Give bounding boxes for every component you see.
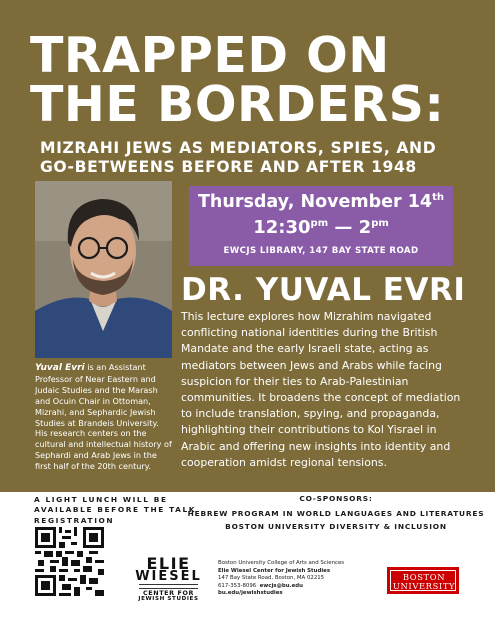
- title-line-1: TRAPPED ON: [30, 27, 390, 84]
- contact-address: 147 Bay State Road, Boston, MA 02215: [218, 575, 325, 581]
- boston-university-logo: [387, 567, 459, 594]
- logo-text-jewish-studies: JEWISH STUDIES: [138, 596, 199, 602]
- subtitle-line-2: GO-BETWEENS BEFORE AND AFTER 1948: [40, 158, 417, 176]
- logo-text-center-for: CENTER FOR: [143, 589, 194, 597]
- speaker-name: DR. YUVAL EVRI: [181, 272, 466, 308]
- cosponsor-item: BOSTON UNIVERSITY DIVERSITY & INCLUSION: [225, 522, 447, 531]
- bio-name: Yuval Evri: [35, 363, 85, 373]
- title-line-2: THE BORDERS:: [30, 76, 445, 133]
- speaker-photo: [35, 181, 172, 358]
- elie-wiesel-center-logo: [131, 554, 206, 602]
- bio-text: is an Assistant Professor of Near Eastern and Judaic Studies and the Marash and Ocuin Chair in Ottoman, Mizrahi, and Sephardic Jewish Studies at Brandeis University. His research centers on the cultural and intellectual history of Sephardi and Arab Jews in the first half of the 20th century.: [35, 362, 172, 472]
- event-time: $12:30^{pm}$ — $2^{pm}$: [253, 217, 389, 238]
- registration-label[interactable]: REGISTRATION: [34, 516, 115, 525]
- logo-text-elie: ELIE: [146, 554, 191, 573]
- speaker-portrait-icon: [35, 181, 172, 358]
- logo-text-wiesel: WIESEL: [135, 569, 202, 584]
- subtitle-line-1: MIZRAHI JEWS AS MEDIATORS, SPIES, AND: [40, 139, 437, 157]
- contact-phone: 617-353-8096: [218, 582, 257, 589]
- contact-website[interactable]: bu.edu/jewishstudies: [218, 590, 283, 596]
- event-date: Thursday, November 14th: [197, 192, 445, 212]
- speaker-bio: [35, 362, 172, 472]
- lecture-description: This lecture explores how Mizrahim navigated conflicting national identities during the British Mandate and the early Israeli state, acting as mediators between Jews and Arabs while facing suspicion for their ties to Arab-Palestinian communities. It broadens the concept of mediation to include translation, spying, and propaganda, highlighting their contributions to Kol Yisrael in Arabic and offering new insights into identity and cooperation amidst regional tensions.: [181, 310, 461, 469]
- contact-phone-email: [218, 583, 378, 591]
- qr-code-icon[interactable]: [35, 527, 104, 596]
- bu-logo-frame: [390, 570, 456, 591]
- contact-info: [218, 560, 378, 598]
- lunch-note-line-1: A LIGHT LUNCH WILL BE: [34, 495, 168, 504]
- contact-center: Elie Wiesel Center for Jewish Studies: [218, 567, 331, 574]
- lunch-note-line-2: AVAILABLE BEFORE THE TALK: [34, 505, 197, 514]
- contact-email[interactable]: ewcjs@bu.edu: [259, 582, 304, 589]
- bu-logo-line-1: BOSTON: [402, 572, 446, 582]
- contact-college: Boston University College of Arts and Sciences: [218, 560, 345, 566]
- date-box: [189, 186, 453, 266]
- event-venue: EWCJS LIBRARY, 147 BAY STATE ROAD: [223, 246, 419, 256]
- cosponsors-title: CO-SPONSORS:: [299, 494, 373, 503]
- bu-logo-line-2: UNIVERSITY: [392, 581, 456, 591]
- cosponsor-item: HEBREW PROGRAM IN WORLD LANGUAGES AND LITERATURES: [187, 509, 485, 518]
